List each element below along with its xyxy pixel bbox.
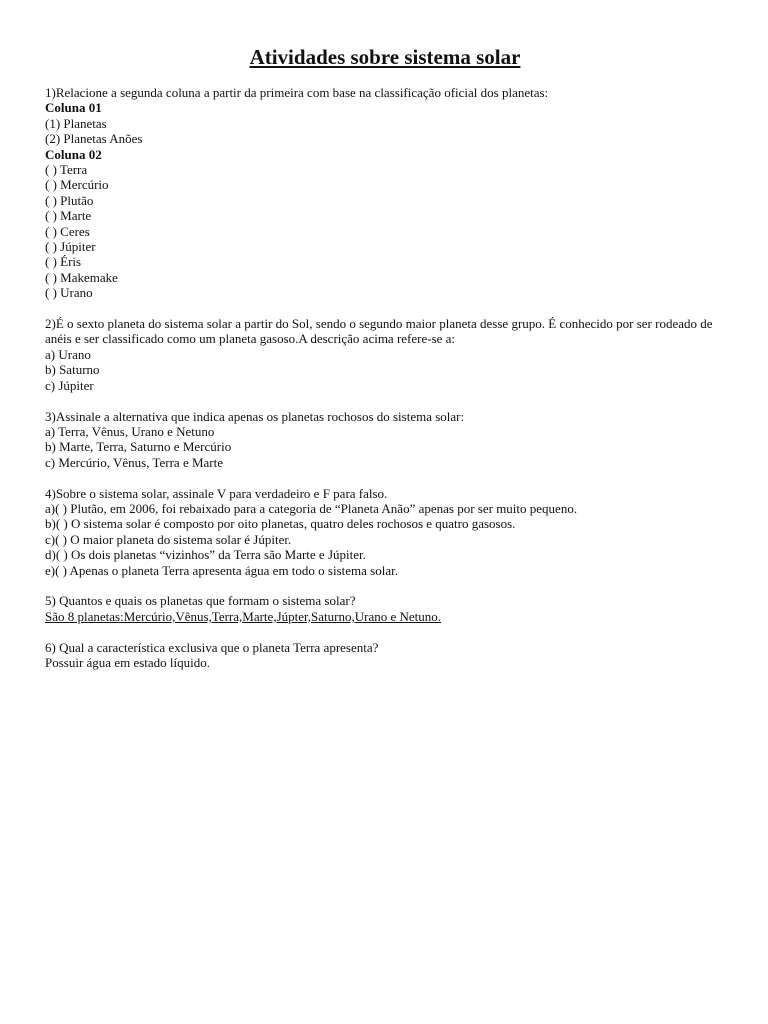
question-4-statement: d)( ) Os dois planetas “vizinhos” da Terra são Marte e Júpiter.: [45, 547, 366, 563]
question-1-prompt: 1)Relacione a segunda coluna a partir da primeira com base na classificação oficial dos planetas:: [45, 85, 549, 100]
question-3-prompt: 3)Assinale a alternativa que indica apenas os planetas rochosos do sistema solar:: [45, 408, 465, 424]
document-page: [45, 44, 725, 670]
question-5-answer: São 8 planetas:Mercúrio,Vênus,Terra,Marte,Júpter,Saturno,Urano e Netuno.: [45, 608, 442, 624]
question-2-option: a) Urano: [45, 346, 91, 362]
question-2-option: c) Júpiter: [45, 377, 94, 393]
column-1-label: Coluna 01: [45, 100, 102, 116]
question-4-statement: e)( ) Apenas o planeta Terra apresenta água em todo o sistema solar.: [45, 562, 398, 578]
question-4-statement: b)( ) O sistema solar é composto por oito planetas, quatro deles rochosos e quatro gasosos.: [45, 516, 516, 532]
column-2-item: ( ) Terra: [45, 162, 88, 178]
question-2-prompt: 2)É o sexto planeta do sistema solar a partir do Sol, sendo o segundo maior planeta desse grupo. É conhecido por ser rodeado de anéis e ser classificado como um planeta gasoso.A descrição acima refere-se a:: [45, 316, 713, 347]
question-4-statement: c)( ) O maior planeta do sistema solar é Júpiter.: [45, 531, 292, 547]
question-4-statement: a)( ) Plutão, em 2006, foi rebaixado para a categoria de “Planeta Anão” apenas por ser muito pequeno.: [45, 500, 578, 516]
column-2-item: ( ) Makemake: [45, 269, 118, 285]
column-2-item: ( ) Mercúrio: [45, 177, 109, 193]
question-3: [45, 409, 725, 471]
document-title: Atividades sobre sistema solar: [249, 45, 521, 69]
column-2-item: ( ) Ceres: [45, 223, 90, 239]
column-2-label: Coluna 02: [45, 146, 102, 162]
column-2-item: ( ) Urano: [45, 285, 93, 301]
column-1-item: (1) Planetas: [45, 115, 107, 131]
question-6-answer: Possuir água em estado líquido.: [45, 654, 211, 670]
column-2-item: ( ) Éris: [45, 254, 82, 270]
question-6-prompt: 6) Qual a característica exclusiva que o planeta Terra apresenta?: [45, 639, 379, 655]
column-2-item: ( ) Marte: [45, 208, 92, 224]
question-2-option: b) Saturno: [45, 362, 100, 378]
question-4-prompt: 4)Sobre o sistema solar, assinale V para verdadeiro e F para falso.: [45, 485, 388, 501]
question-5-prompt: 5) Quantos e quais os planetas que formam o sistema solar?: [45, 593, 356, 609]
column-2-item: ( ) Júpiter: [45, 239, 96, 255]
question-5: [45, 593, 725, 624]
question-6: [45, 640, 725, 671]
question-3-option: a) Terra, Vênus, Urano e Netuno: [45, 423, 215, 439]
question-4: [45, 486, 725, 578]
question-3-option: c) Mercúrio, Vênus, Terra e Marte: [45, 454, 224, 470]
question-2: [45, 316, 725, 393]
question-3-option: b) Marte, Terra, Saturno e Mercúrio: [45, 439, 232, 455]
column-2-item: ( ) Plutão: [45, 192, 94, 208]
column-1-item: (2) Planetas Anões: [45, 131, 143, 147]
question-1: [45, 85, 725, 301]
